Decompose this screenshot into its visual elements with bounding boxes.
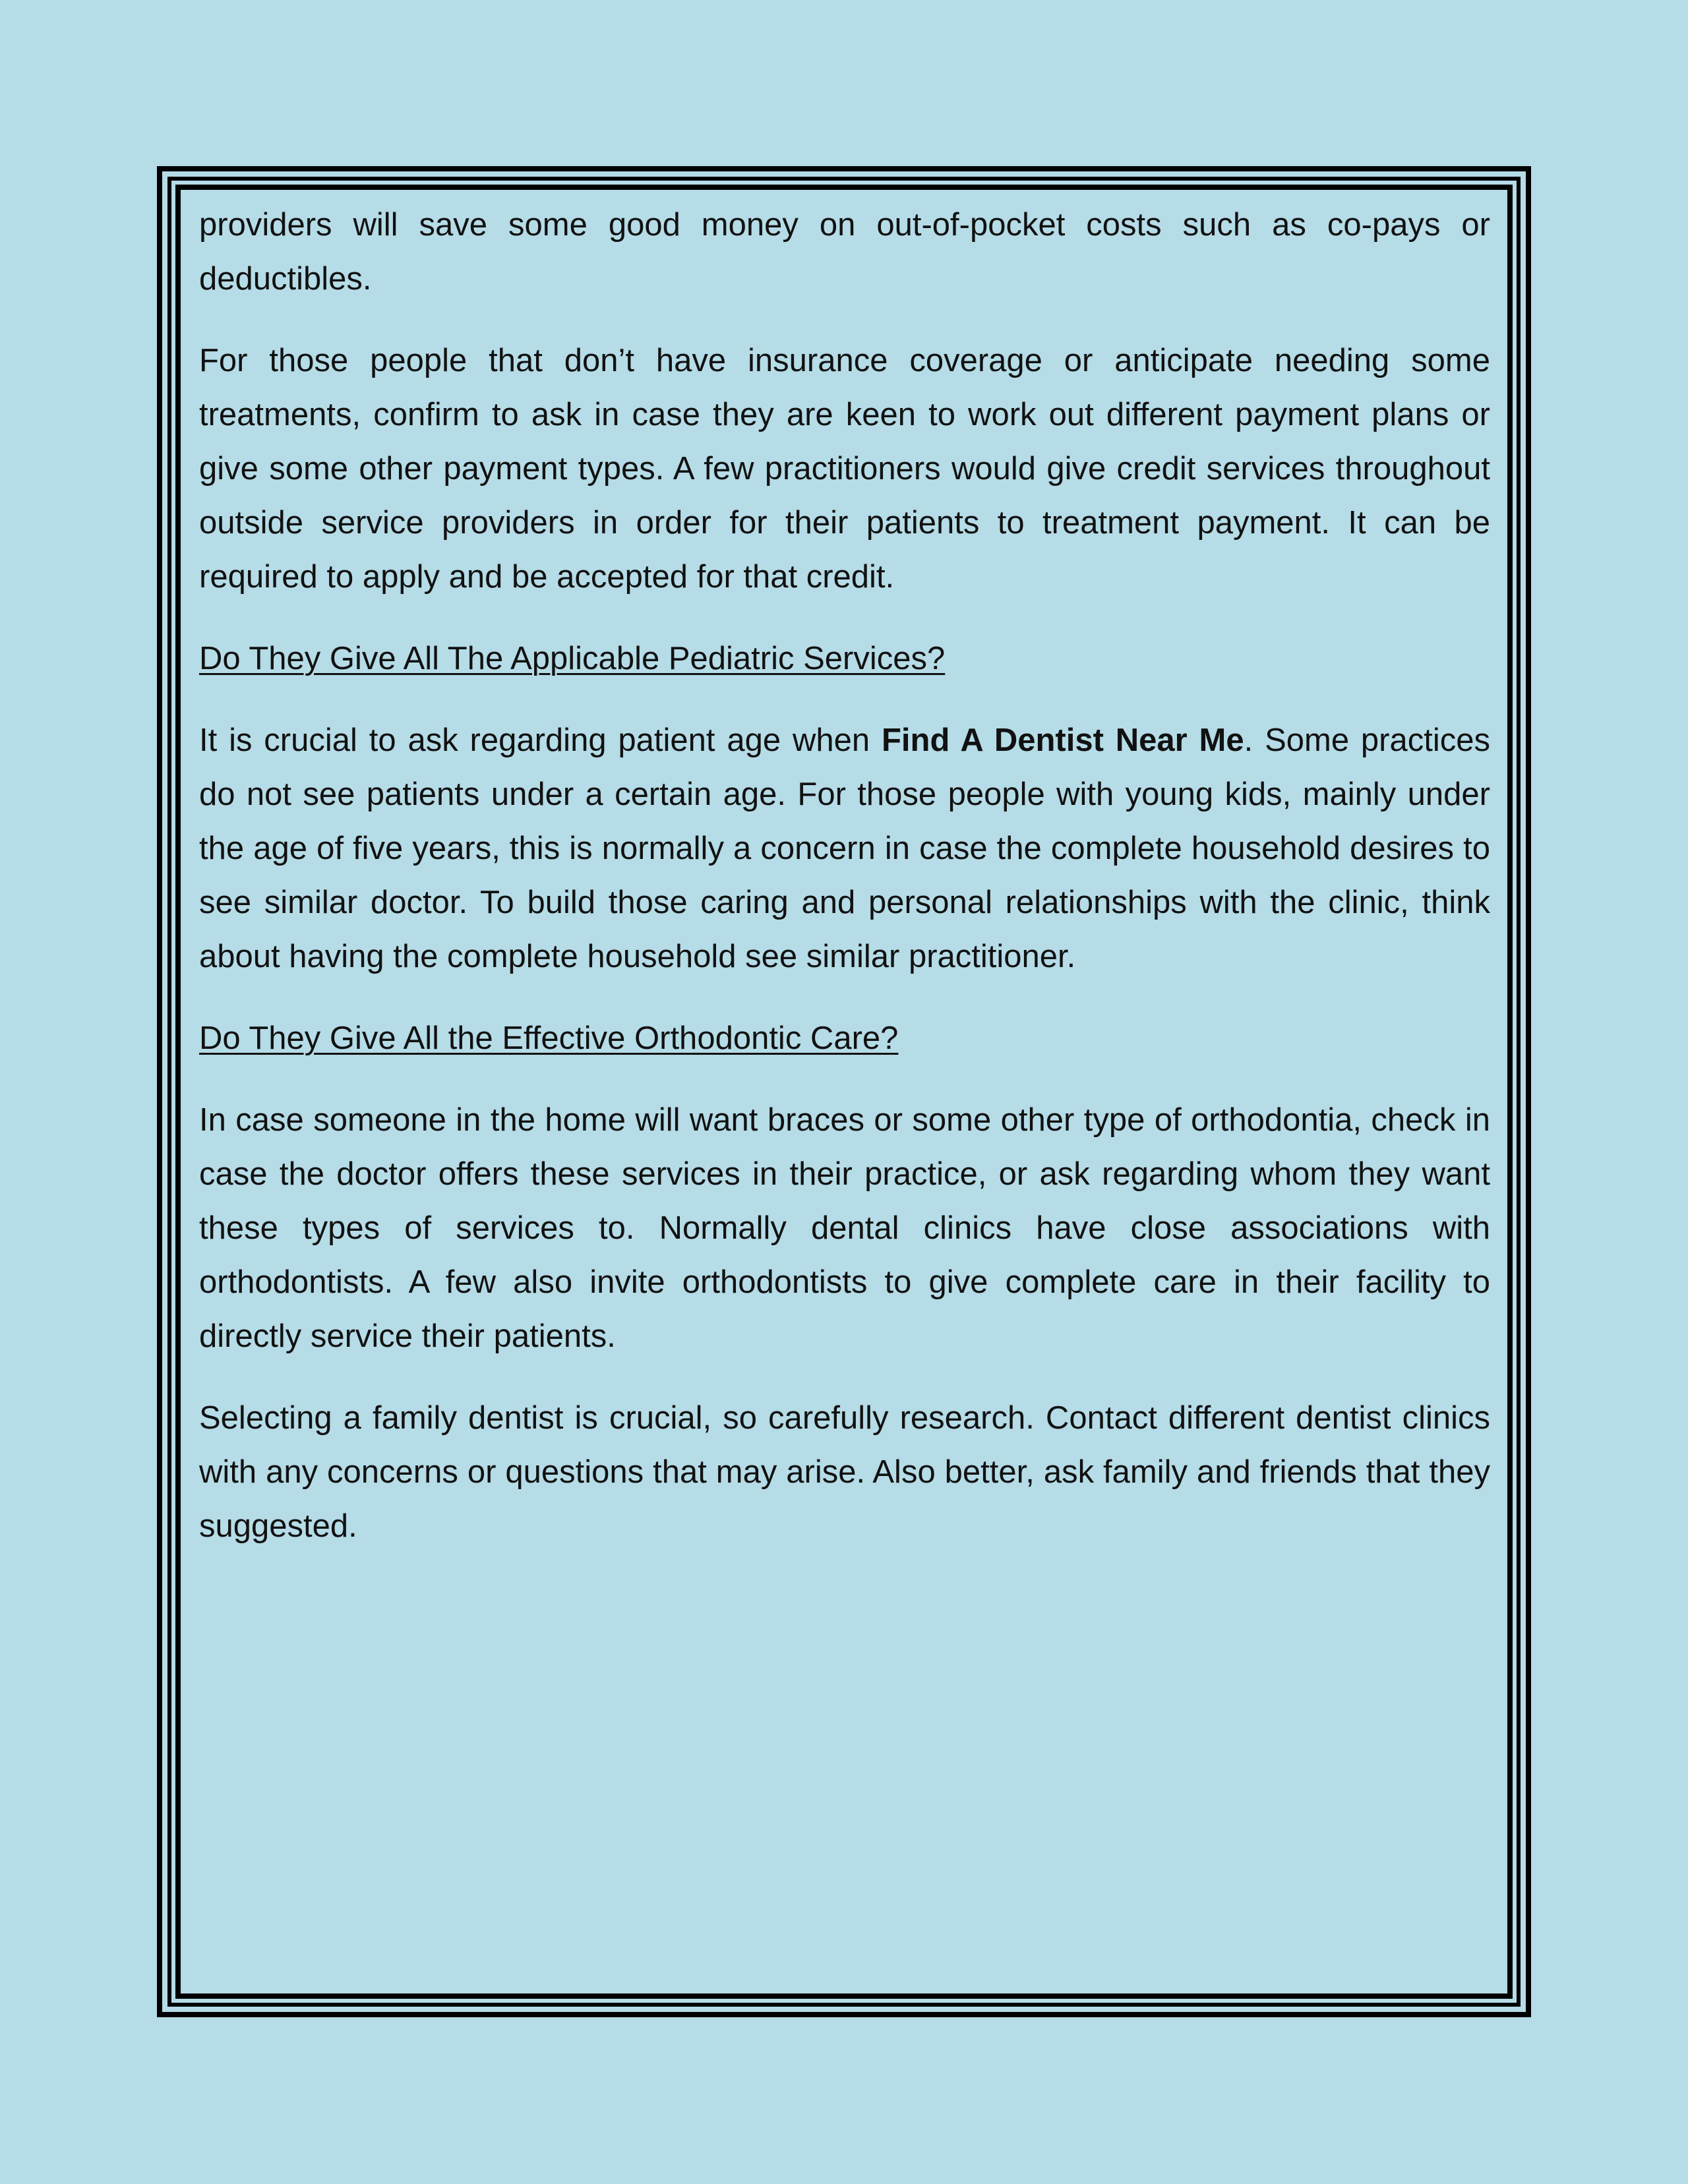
heading-pediatric-services: Do They Give All The Applicable Pediatric Services?: [199, 641, 946, 676]
paragraph-savings: providers will save some good money on out-of-pocket costs such as co-pays or deductibles.: [199, 207, 1490, 297]
paragraph-orthodontia: In case someone in the home will want braces or some other type of orthodontia, check in case the doctor offers these services in their practice, or ask regarding whom they want these types of services to. Normally dental clinics have close associations with orthodontists. A few also invite orthodontists to give complete care in their facility to directly service their patients.: [199, 1102, 1490, 1354]
paragraph-patient-age: [199, 713, 1490, 984]
paragraph-patient-age-intro: It is crucial to ask regarding patient age when: [199, 723, 882, 758]
heading-orthodontic-care: Do They Give All the Effective Orthodontic Care?: [199, 1020, 899, 1056]
paragraph-selecting-dentist: Selecting a family dentist is crucial, so carefully research. Contact different dentist clinics with any concerns or questions that may arise. Also better, ask family and friends that they suggested.: [199, 1400, 1490, 1544]
paragraph-patient-age-body: . Some practices do not see patients under a certain age. For those people with young kids, mainly under the age of five years, this is normally a concern in case the complete household desires to see similar doctor. To build those caring and personal relationships with the clinic, think about having the complete household see similar practitioner.: [199, 723, 1490, 974]
document-body: [199, 198, 1490, 1581]
paragraph-payment-plans: For those people that don’t have insurance coverage or anticipate needing some treatments, confirm to ask in case they are keen to work out different payment plans or give some other payment types. A few practitioners would give credit services throughout outside service providers in order for their patients to treatment payment. It can be required to apply and be accepted for that credit.: [199, 343, 1490, 595]
find-dentist-keyword: Find A Dentist Near Me: [881, 723, 1244, 758]
